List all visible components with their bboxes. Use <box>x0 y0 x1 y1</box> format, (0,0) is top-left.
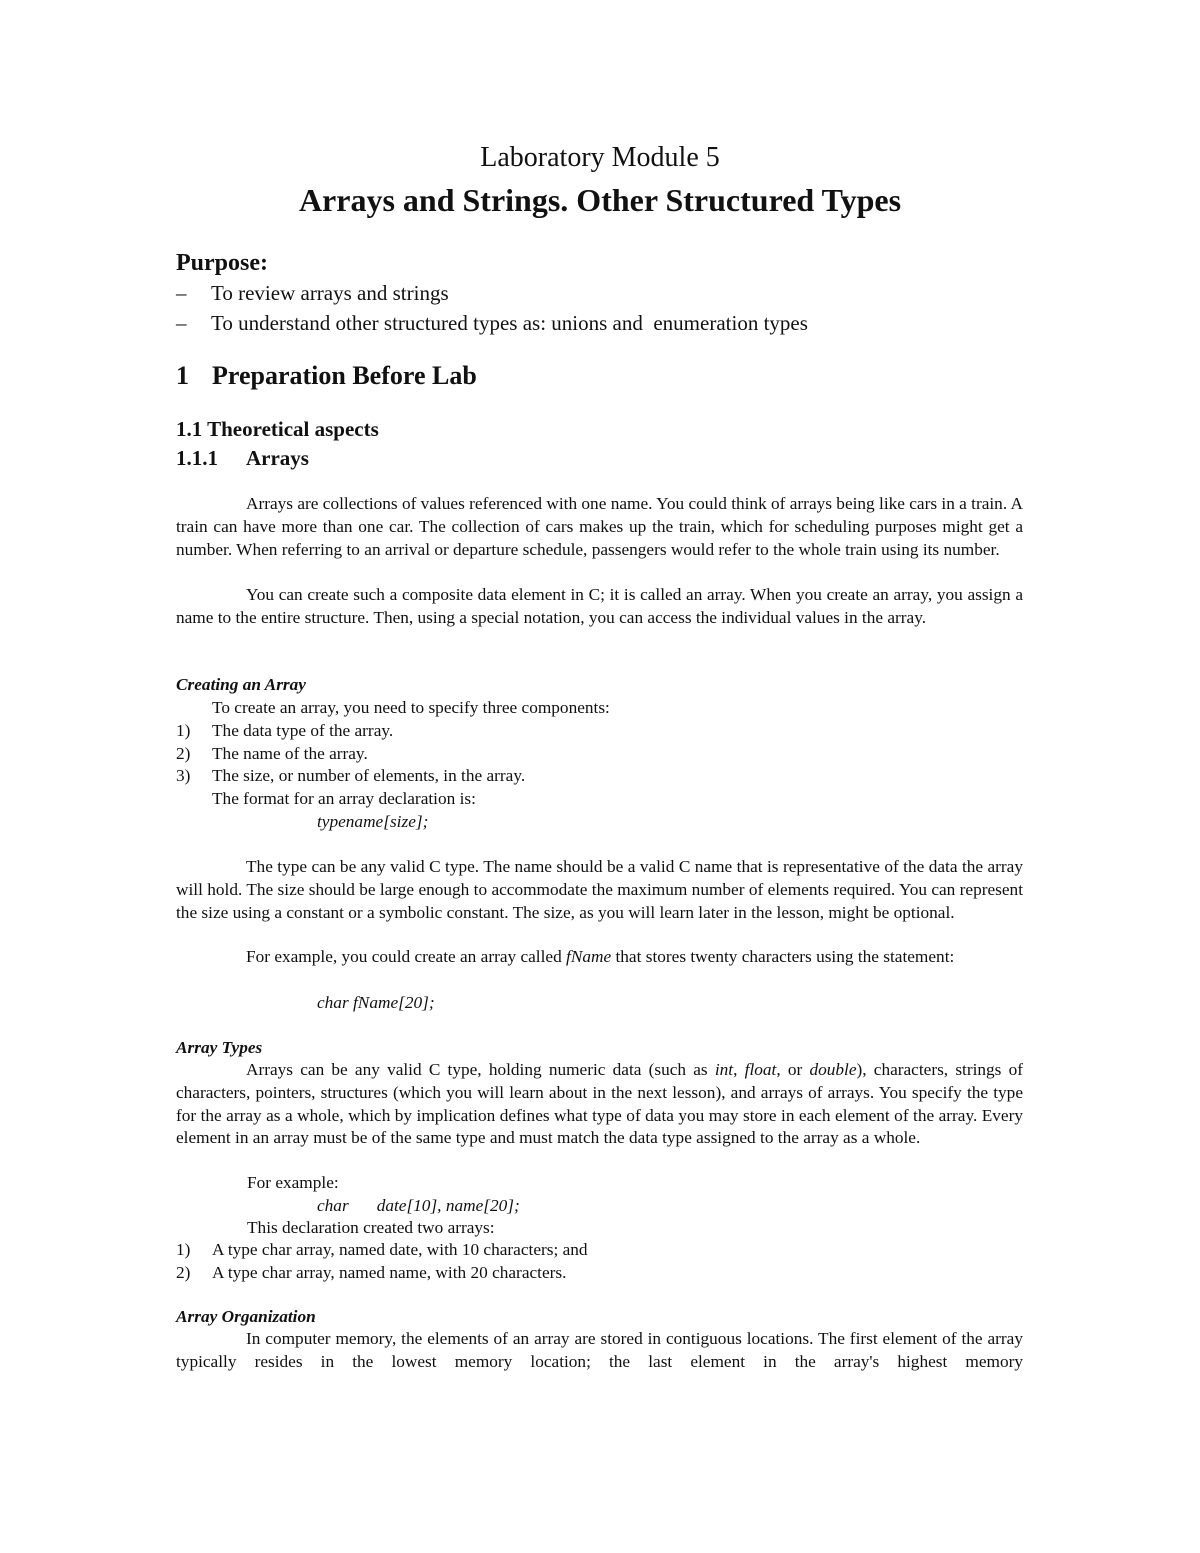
creating-array-lead: To create an array, you need to specify three components: <box>212 698 610 717</box>
example-code: char fName[20]; <box>317 993 435 1012</box>
section-1-heading <box>176 360 477 392</box>
list-number: 1) <box>176 1240 191 1259</box>
types-separator: , or <box>776 1060 810 1079</box>
list-number: 2) <box>176 1262 191 1282</box>
array-organization-heading: Array Organization <box>176 1307 316 1326</box>
purpose-item-text: To review arrays and strings <box>211 281 449 305</box>
types-separator: , <box>733 1060 745 1079</box>
list-number: 1) <box>176 721 191 740</box>
types-text-b: ), characters, strings of characters, pointers, structures (which you will learn about in the next lesson), and arrays of arrays. You specify the type for the array as a whole, which by implication defines what type of data you may store in each element of the array. Every element in an array must be of the same type and must match the data type assigned to the array as a whole. <box>176 1060 1024 1148</box>
example-array-name: fName <box>566 947 612 966</box>
types-text-a: Arrays can be any valid C type, holding numeric data (such as <box>246 1060 715 1079</box>
array-types-paragraph <box>176 1059 1023 1150</box>
type-paragraph <box>176 856 1023 924</box>
module-label: Laboratory Module 5 <box>480 142 720 173</box>
intro-text-2: You can create such a composite data element in C; it is called an array. When you create an array, you assign a name to the entire structure. Then, using a special notation, you can access the individual values in the array. <box>176 585 1023 627</box>
intro-paragraph-1 <box>176 493 1023 561</box>
purpose-heading: Purpose: <box>176 250 268 276</box>
list-text: The name of the array. <box>212 743 368 763</box>
code-declaration: date[10], name[20]; <box>376 1196 520 1215</box>
section-title: Preparation Before Lab <box>212 361 477 390</box>
creating-array-heading: Creating an Array <box>176 675 306 694</box>
types-code <box>317 1195 520 1218</box>
bullet-dash: – <box>176 281 187 305</box>
purpose-item-text: To understand other structured types as: unions and enumeration types <box>211 311 808 335</box>
bullet-dash: – <box>176 311 187 335</box>
list-text: A type char array, named date, with 10 characters; and <box>212 1240 588 1259</box>
array-types-heading: Array Types <box>176 1038 263 1057</box>
components-list <box>176 720 1026 788</box>
type-paragraph-text: The type can be any valid C type. The name should be a valid C name that is representative of the data the array will hold. The size should be large enough to accommodate the maximum number of elements required. You can represent the size using a constant or a symbolic constant. The size, as you will learn later in the lesson, might be optional. <box>176 857 1023 922</box>
list-item <box>176 765 1026 788</box>
organization-text: In computer memory, the elements of an array are stored in contiguous locations. The first element of the array typically resides in the lowest memory location; the last element in the array's highest memory <box>176 1329 1023 1371</box>
section-title: Arrays <box>246 446 309 470</box>
format-lead: The format for an array declaration is: <box>212 789 476 808</box>
list-item <box>176 720 1026 743</box>
list-text: The size, or number of elements, in the array. <box>212 766 526 785</box>
list-item <box>176 1262 1026 1285</box>
type-float: float <box>744 1060 777 1079</box>
code-type: char <box>317 1196 349 1215</box>
intro-paragraph-2 <box>176 584 1023 630</box>
list-item <box>176 1239 1026 1262</box>
for-example-label: For example: <box>247 1173 339 1192</box>
list-text: The data type of the array. <box>212 721 394 740</box>
type-int: int <box>714 1060 734 1079</box>
list-text: A type char array, named name, with 20 characters. <box>212 1262 567 1282</box>
example-text-after: that stores twenty characters using the statement: <box>611 947 955 966</box>
list-number: 3) <box>176 766 191 785</box>
intro-text-1: Arrays are collections of values referenced with one name. You could think of arrays being like cars in a train. A train can have more than one car. The collection of cars makes up the train, which for scheduling purposes might get a number. When referring to an arrival or departure schedule, passengers would refer to the whole train using its number. <box>176 494 1023 559</box>
list-item <box>176 743 1026 766</box>
format-code: typename[size]; <box>317 812 429 831</box>
example-paragraph <box>176 946 1023 969</box>
example-text-before: For example, you could create an array called <box>246 947 567 966</box>
section-1-1-1-heading <box>176 445 309 471</box>
declaration-created: This declaration created two arrays: <box>247 1218 495 1237</box>
arrays-created-list <box>176 1239 1026 1284</box>
type-double: double <box>809 1060 857 1079</box>
array-organization-paragraph <box>176 1328 1023 1374</box>
section-1-1-heading: 1.1 Theoretical aspects <box>176 417 379 441</box>
section-number: 1 <box>176 361 189 390</box>
list-number: 2) <box>176 743 191 763</box>
document-title: Arrays and Strings. Other Structured Types <box>298 182 902 218</box>
section-number: 1.1.1 <box>176 446 218 470</box>
